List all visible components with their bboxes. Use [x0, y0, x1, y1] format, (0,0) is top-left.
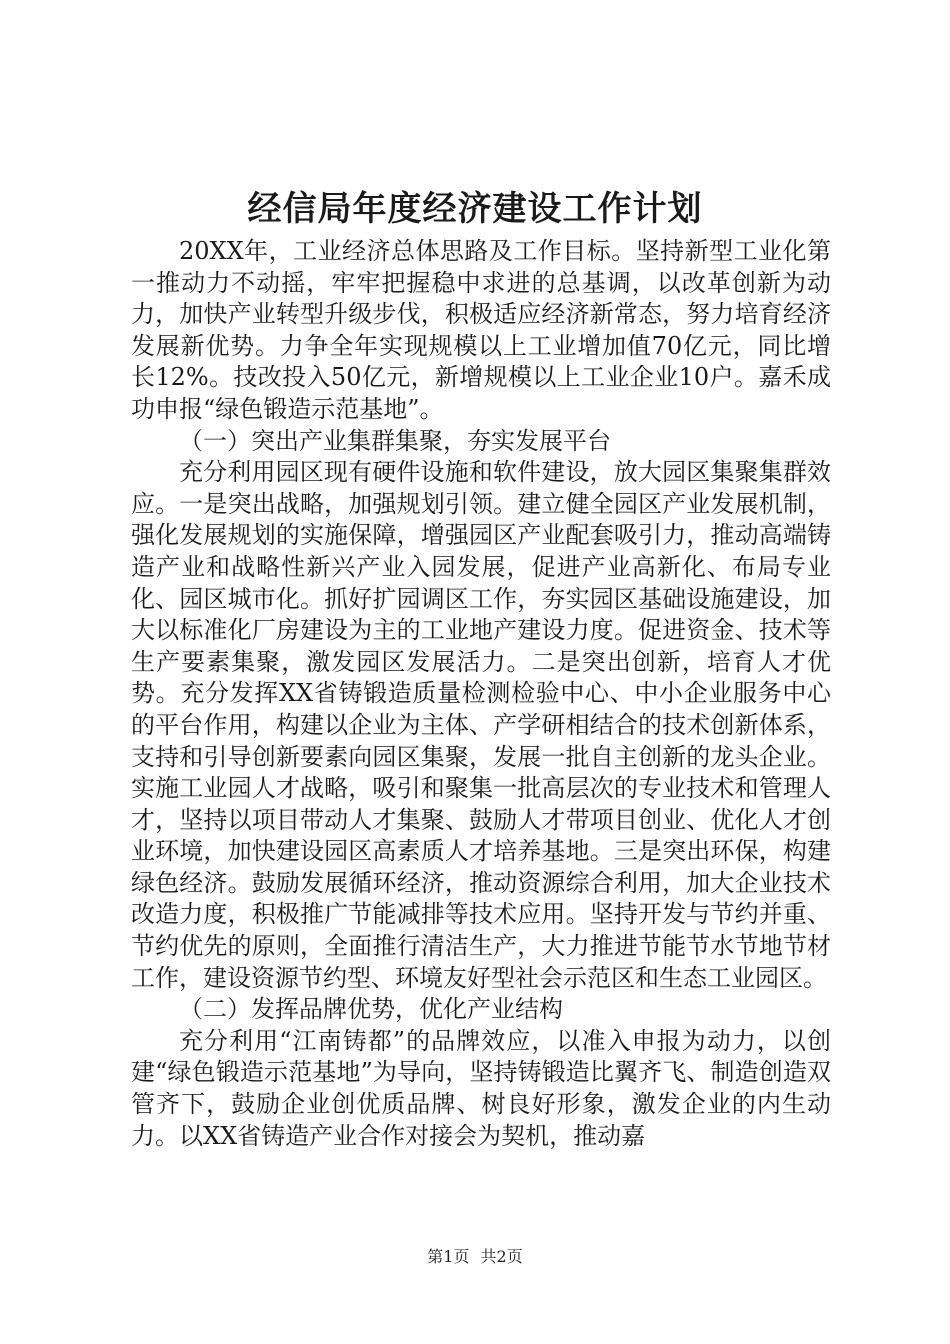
section-heading-1: （一）突出产业集群集聚，夯实发展平台: [179, 426, 611, 455]
document-body: [131, 236, 831, 1152]
section-2-paragraph: 充分利用“江南铸都”的品牌效应，以准入申报为动力，以创建“绿色锻造示范基地”为导向，坚持铸锻造比翼齐飞、制造创造双管齐下，鼓励企业创优质品牌、树良好形象，激发企业的内生动力。以XX省铸造产业合作对接会为契机，推动嘉: [131, 1026, 831, 1150]
page-number: 第1页: [427, 1247, 470, 1266]
document-title: 经信局年度经济建设工作计划: [247, 189, 703, 229]
page-footer: [0, 1246, 950, 1268]
section-1-paragraph: 充分利用园区现有硬件设施和软件建设，放大园区集聚集群效应。一是突出战略，加强规划引领。建立健全园区产业发展机制，强化发展规划的实施保障，增强园区产业配套吸引力，推动高端铸造产业和战略性新兴产业入园发展，促进产业高新化、布局专业化、园区城市化。抓好扩园调区工作，夯实园区基础设施建设，加大以标准化厂房建设为主的工业地产建设力度。促进资金、技术等生产要素集聚，激发园区发展活力。二是突出创新，培育人才优势。充分发挥XX省铸锻造质量检测检验中心、中小企业服务中心的平台作用，构建以企业为主体、产学研相结合的技术创新体系，支持和引导创新要素向园区集聚，发展一批自主创新的龙头企业。实施工业园人才战略，吸引和聚集一批高层次的专业技术和管理人才，坚持以项目带动人才集聚、鼓励人才带项目创业、优化人才创业环境，加快建设园区高素质人才培养基地。三是突出环保，构建绿色经济。鼓励发展循环经济，推动资源综合利用，加大企业技术改造力度，积极推广节能减排等技术应用。坚持开发与节约并重、节约优先的原则，全面推行清洁生产，大力推进节能节水节地节材工作，建设资源节约型、环境友好型社会示范区和生态工业园区。: [131, 458, 831, 992]
intro-paragraph: 20XX年，工业经济总体思路及工作目标。坚持新型工业化第一推动力不动摇，牢牢把握稳中求进的总基调，以改革创新为动力，加快产业转型升级步伐，积极适应经济新常态，努力培育经济发展新优势。力争全年实现规模以上工业增加值70亿元，同比增长12%。技改投入50亿元，新增规模以上工业企业10户。嘉禾成功申报“绿色锻造示范基地”。: [131, 237, 831, 423]
page-total: 共2页: [480, 1247, 523, 1266]
section-heading-2: （二）发挥品牌优势，优化产业结构: [179, 995, 563, 1024]
